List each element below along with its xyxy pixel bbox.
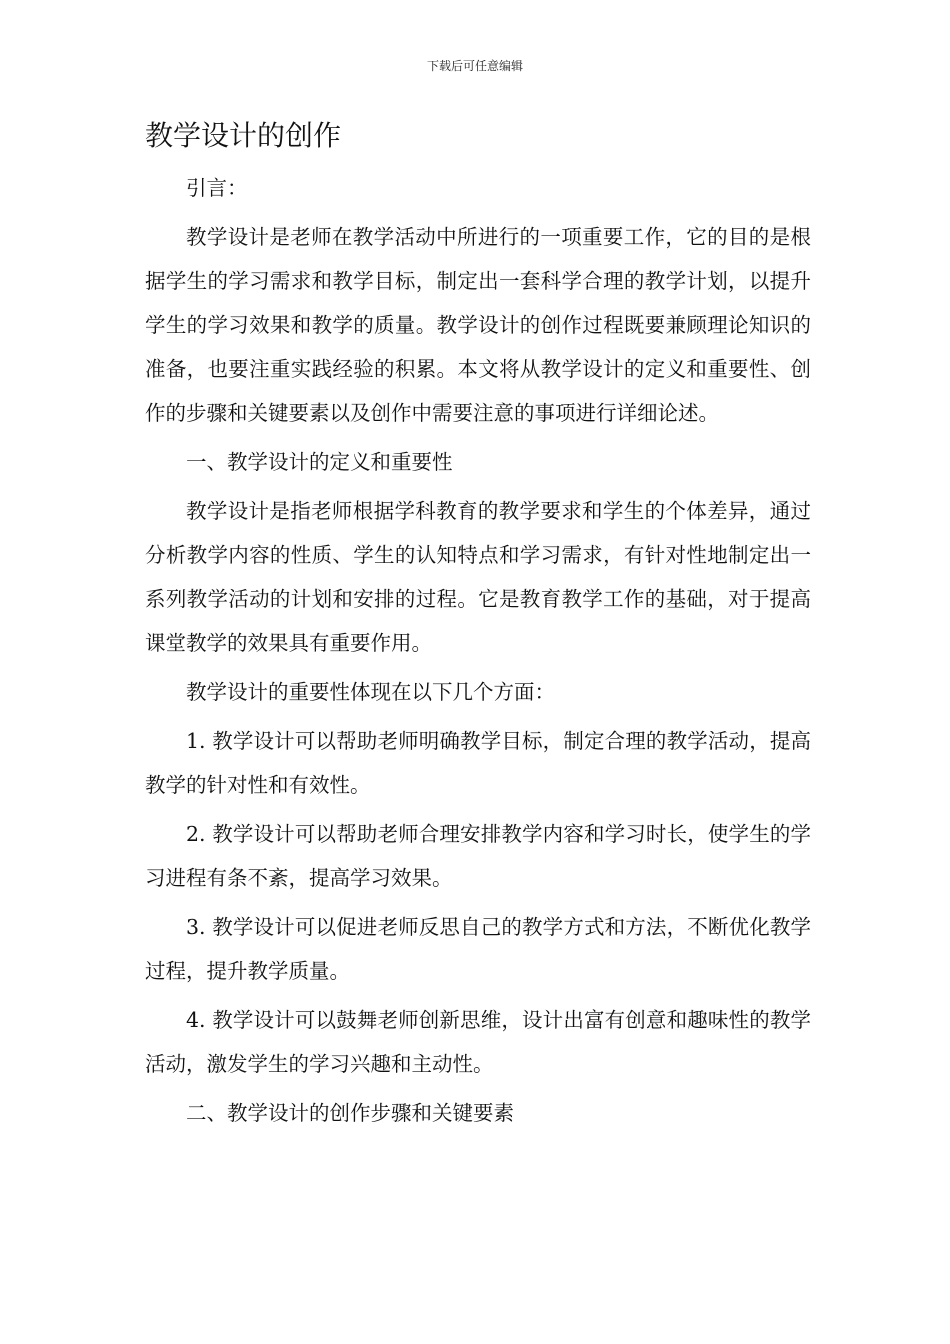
section-heading-1: 一、教学设计的定义和重要性 xyxy=(186,450,453,474)
importance-lead: 教学设计的重要性体现在以下几个方面： xyxy=(186,680,555,704)
document-body xyxy=(145,166,811,1140)
definition-paragraph: 教学设计是指老师根据学科教育的教学要求和学生的个体差异，通过分析教学内容的性质、学生的认知特点和学习需求，有针对性地制定出一系列教学活动的计划和安排的过程。它是教育教学工作的基础，对于提高课堂教学的效果具有重要作用。 xyxy=(145,499,811,655)
list-item: 1. 教学设计可以帮助老师明确教学目标，制定合理的教学活动，提高教学的针对性和有效性。 xyxy=(145,729,811,797)
list-item: 3. 教学设计可以促进老师反思自己的教学方式和方法，不断优化教学过程，提升教学质量。 xyxy=(145,915,811,983)
intro-paragraph: 教学设计是老师在教学活动中所进行的一项重要工作，它的目的是根据学生的学习需求和教学目标，制定出一套科学合理的教学计划，以提升学生的学习效果和教学的质量。教学设计的创作过程既要兼顾理论知识的准备，也要注重实践经验的积累。本文将从教学设计的定义和重要性、创作的步骤和关键要素以及创作中需要注意的事项进行详细论述。 xyxy=(145,225,811,425)
intro-label: 引言： xyxy=(186,176,248,200)
section-heading-2: 二、教学设计的创作步骤和关键要素 xyxy=(186,1101,514,1125)
page-header-note: 下载后可任意编辑 xyxy=(426,59,523,73)
document-title: 教学设计的创作 xyxy=(145,119,342,152)
list-item: 4. 教学设计可以鼓舞老师创新思维，设计出富有创意和趣味性的教学活动，激发学生的学习兴趣和主动性。 xyxy=(145,1008,811,1076)
list-item: 2. 教学设计可以帮助老师合理安排教学内容和学习时长，使学生的学习进程有条不紊，提高学习效果。 xyxy=(145,822,811,890)
